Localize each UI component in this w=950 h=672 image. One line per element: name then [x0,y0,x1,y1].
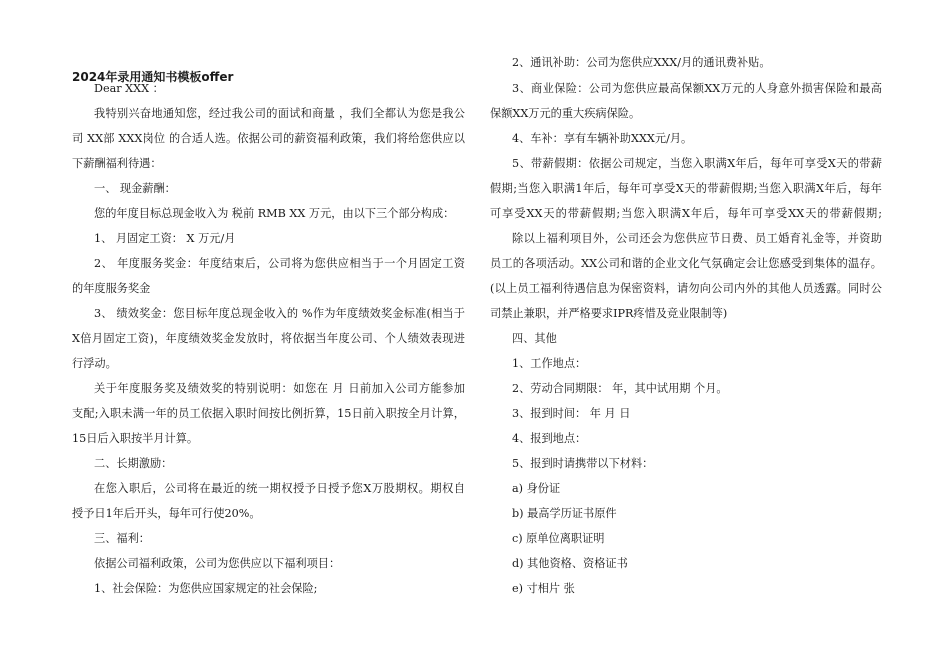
text-line: a) 身份证 [512,482,561,495]
text-line: d) 其他资格、资格证书 [512,557,628,570]
text-line: 1、社会保险：为您供应国家规定的社会保险; [94,582,318,595]
text-line: 除以上福利项目外，公司还会为您供应节日费、员工婚育礼金等，并资助 [512,232,882,245]
text-line: Dear XXX ： [94,82,164,95]
text-line: b) 最高学历证书原件 [512,507,617,520]
text-line: 下薪酬福利待遇： [72,157,162,170]
text-line: 5、报到时请携带以下材料： [512,457,654,470]
text-line: 3、报到时间： 年 月 日 [512,407,631,420]
text-line: 一、 现金薪酬： [94,182,176,195]
text-line: 3、商业保险：公司为您供应最高保额XX万元的人身意外损害保险和最高 [512,82,882,95]
text-line: (以上员工福利待遇信息为保密资料，请勿向公司内外的其他人员透露。同时公 [490,282,882,295]
text-line: 依据公司福利政策，公司为您供应以下福利项目： [94,557,341,570]
text-line: 司 XX部 XXX岗位 的合适人选。依据公司的薪资福利政策，我们将给您供应以 [72,132,465,145]
text-line: 1、 月固定工资： X 万元/月 [94,232,236,245]
text-line: c) 原单位离职证明 [512,532,605,545]
text-line: 5、带薪假期：依据公司规定，当您入职满X年后，每年可享受X天的带薪 [512,157,882,170]
text-line: 行浮动。 [72,357,117,370]
document-title: 2024年录用通知书模板offer [72,70,234,84]
text-line: 假期;当您入职满1年后，每年可享受X天的带薪假期;当您入职满X年后，每年 [490,182,882,195]
text-line: 四、其他 [512,332,557,345]
text-line: 在您入职后，公司将在最近的统一期权授予日授予您X万股期权。期权自 [94,482,465,495]
text-line: 关于年度服务奖及绩效奖的特别说明：如您在 月 日前加入公司方能参加 [94,382,465,395]
text-line: 4、报到地点： [512,432,587,445]
text-line: 您的年度目标总现金收入为 税前 RMB XX 万元，由以下三个部分构成： [94,207,455,220]
text-line: 三、福利： [94,532,150,545]
text-line: 2、通讯补助：公司为您供应XXX/月的通讯费补贴。 [512,56,771,69]
text-line: 司禁止兼职，并严格要求IPR疼惜及竞业限制等) [490,307,728,320]
text-line: 可享受XX天的带薪假期;当您入职满X年后，每年可享受XX天的带薪假期; [490,207,882,220]
text-line: X倍月固定工资)，年度绩效奖金发放时，将依据当年度公司、个人绩效表现进 [72,332,465,345]
text-line: 支配;入职未满一年的员工依据入职时间按比例折算，15日前入职按全月计算， [72,407,465,420]
text-line: 二、长期激励： [94,457,173,470]
text-line: 15日后入职按半月计算。 [72,432,199,445]
text-line: 员工的各项活动。XX公司和谐的企业文化气氛确定会让您感受到集体的温存。 [490,257,882,270]
text-line: 1、工作地点： [512,357,587,370]
text-line: 2、 年度服务奖金：年度结束后，公司将为您供应相当于一个月固定工资 [94,257,465,270]
text-line: e) 寸相片 张 [512,582,575,595]
text-line: 3、 绩效奖金：您目标年度总现金收入的 %作为年度绩效奖金标准(相当于 [94,307,465,320]
text-line: 2、劳动合同期限： 年，其中试用期 个月。 [512,382,728,395]
text-line: 我特别兴奋地通知您，经过我公司的面试和商量 ，我们全都认为您是我公 [94,107,465,120]
text-line: 保额XX万元的重大疾病保险。 [490,107,641,120]
text-line: 授予日1年后开头，每年可行使20%。 [72,507,261,520]
text-line: 的年度服务奖金 [72,282,151,295]
text-line: 4、车补：享有车辆补助XXX元/月。 [512,132,693,145]
